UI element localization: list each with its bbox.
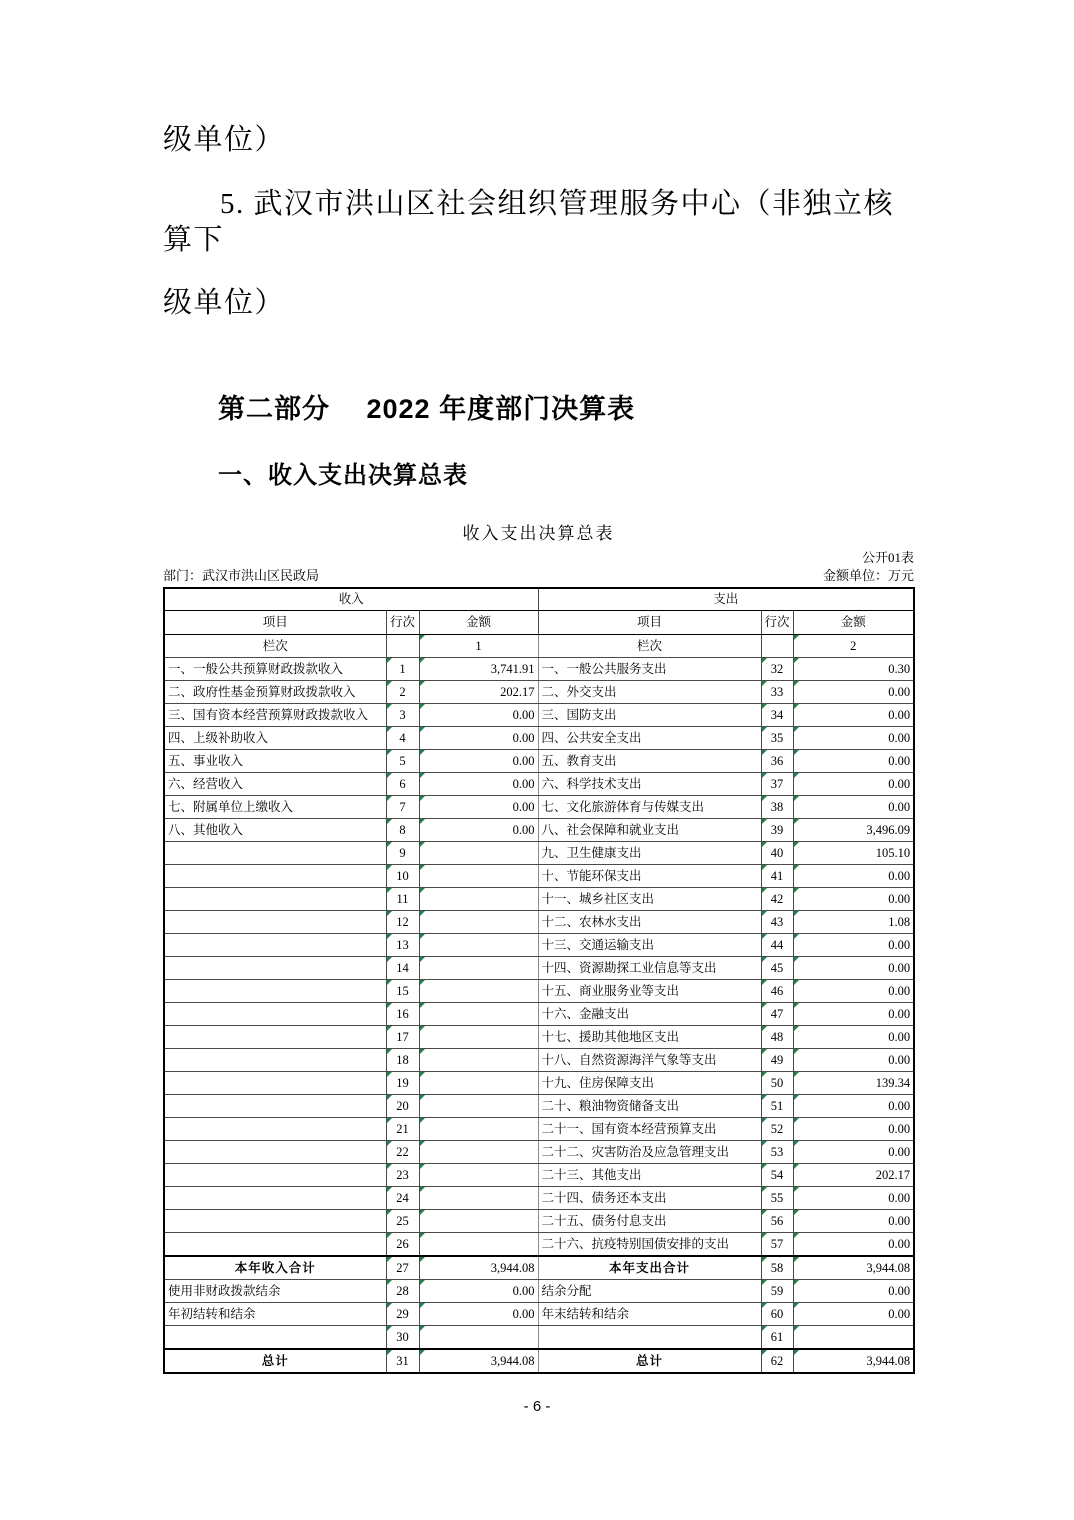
income-item-cell <box>164 1210 386 1233</box>
income-line-cell: 23 <box>386 1164 419 1187</box>
expense-item-cell: 年末结转和结余 <box>538 1303 761 1326</box>
table-meta-row <box>163 567 914 584</box>
income-line-cell: 31 <box>386 1349 419 1373</box>
table-row <box>164 1118 914 1141</box>
income-item-cell: 五、事业收入 <box>164 750 386 773</box>
decision-table-body <box>164 635 914 1374</box>
income-line-cell: 7 <box>386 796 419 819</box>
expense-item-cell: 总计 <box>538 1349 761 1373</box>
expense-amount-cell: 105.10 <box>793 842 914 865</box>
expense-line-cell: 54 <box>761 1164 793 1187</box>
expense-item-cell: 八、社会保障和就业支出 <box>538 819 761 842</box>
table-row <box>164 796 914 819</box>
income-item-cell: 年初结转和结余 <box>164 1303 386 1326</box>
expense-line-cell: 57 <box>761 1233 793 1257</box>
income-line-cell: 15 <box>386 980 419 1003</box>
income-item-cell <box>164 1326 386 1350</box>
income-line-cell: 5 <box>386 750 419 773</box>
table-row <box>164 750 914 773</box>
expense-line-cell: 42 <box>761 888 793 911</box>
table-row <box>164 1003 914 1026</box>
expense-item-cell: 九、卫生健康支出 <box>538 842 761 865</box>
income-line-cell: 13 <box>386 934 419 957</box>
expense-line-cell: 40 <box>761 842 793 865</box>
intro-paragraphs <box>163 122 914 321</box>
income-line-cell: 10 <box>386 865 419 888</box>
expense-line-cell: 55 <box>761 1187 793 1210</box>
expense-amount-cell: 0.00 <box>793 750 914 773</box>
income-line-cell: 30 <box>386 1326 419 1350</box>
table-row <box>164 1164 914 1187</box>
expense-line-cell: 32 <box>761 658 793 681</box>
expense-item-cell: 五、教育支出 <box>538 750 761 773</box>
income-amount-cell <box>419 842 538 865</box>
income-line-cell: 16 <box>386 1003 419 1026</box>
income-line-cell: 8 <box>386 819 419 842</box>
income-line-cell: 25 <box>386 1210 419 1233</box>
expense-item-cell: 十、节能环保支出 <box>538 865 761 888</box>
income-amount-cell <box>419 934 538 957</box>
income-amount-cell <box>419 1003 538 1026</box>
income-item-cell: 七、附属单位上缴收入 <box>164 796 386 819</box>
expense-amount-cell: 3,496.09 <box>793 819 914 842</box>
subsection-title: 一、收入支出决算总表 <box>218 462 468 489</box>
income-amount-cell <box>419 1164 538 1187</box>
income-line-cell: 3 <box>386 704 419 727</box>
income-item-cell: 六、经营收入 <box>164 773 386 796</box>
expense-amount-cell: 0.00 <box>793 773 914 796</box>
expense-line-cell: 61 <box>761 1326 793 1350</box>
income-line-cell: 14 <box>386 957 419 980</box>
income-amount-cell <box>419 1233 538 1257</box>
income-item-cell: 本年收入合计 <box>164 1256 386 1280</box>
expense-amount-cell: 0.00 <box>793 1003 914 1026</box>
income-item-cell <box>164 911 386 934</box>
income-amount-cell: 0.00 <box>419 819 538 842</box>
expense-amount-cell: 0.00 <box>793 1118 914 1141</box>
expense-item-cell: 二、外交支出 <box>538 681 761 704</box>
expense-amount-cell: 0.00 <box>793 1049 914 1072</box>
income-item-cell: 四、上级补助收入 <box>164 727 386 750</box>
expense-line-cell: 62 <box>761 1349 793 1373</box>
expense-item-cell: 六、科学技术支出 <box>538 773 761 796</box>
expense-line-cell: 34 <box>761 704 793 727</box>
intro-line: 级单位） <box>163 287 286 319</box>
table-row <box>164 888 914 911</box>
income-line-cell: 12 <box>386 911 419 934</box>
expense-amount-cell: 1.08 <box>793 911 914 934</box>
expense-amount-cell: 0.00 <box>793 1141 914 1164</box>
income-amount-cell <box>419 1049 538 1072</box>
income-amount-cell <box>419 1326 538 1350</box>
expense-line-cell: 51 <box>761 1095 793 1118</box>
income-item-cell <box>164 1233 386 1257</box>
income-amount-cell <box>419 1026 538 1049</box>
expense-item-cell: 四、公共安全支出 <box>538 727 761 750</box>
expense-amount-cell: 0.00 <box>793 957 914 980</box>
expense-amount-cell: 0.00 <box>793 681 914 704</box>
expense-item-cell: 三、国防支出 <box>538 704 761 727</box>
expense-line-cell: 53 <box>761 1141 793 1164</box>
expense-line-cell: 50 <box>761 1072 793 1095</box>
expense-item-cell: 十七、援助其他地区支出 <box>538 1026 761 1049</box>
document-page <box>163 0 914 1374</box>
column-index-row <box>164 635 914 658</box>
expense-line-cell: 35 <box>761 727 793 750</box>
table-row <box>164 934 914 957</box>
income-item-cell <box>164 957 386 980</box>
income-item-cell: 使用非财政拨款结余 <box>164 1280 386 1303</box>
table-row <box>164 865 914 888</box>
income-line-cell: 2 <box>386 681 419 704</box>
income-amount-cell: 0.00 <box>419 796 538 819</box>
income-amount-cell <box>419 1072 538 1095</box>
expense-item-cell: 二十、粮油物资储备支出 <box>538 1095 761 1118</box>
expense-amount-cell: 0.00 <box>793 1026 914 1049</box>
table-row <box>164 1326 914 1350</box>
expense-group-header: 支出 <box>538 588 914 611</box>
table-title: 收入支出决算总表 <box>462 524 615 543</box>
income-item-cell <box>164 1095 386 1118</box>
expense-item-cell: 一、一般公共服务支出 <box>538 658 761 681</box>
budget-summary-table <box>163 587 915 1374</box>
income-line-cell: 26 <box>386 1233 419 1257</box>
expense-item-cell: 十六、金融支出 <box>538 1003 761 1026</box>
expense-amount-cell <box>793 1326 914 1350</box>
expense-item-cell: 本年支出合计 <box>538 1256 761 1280</box>
income-amount-cell <box>419 1187 538 1210</box>
table-row <box>164 911 914 934</box>
income-line-cell: 24 <box>386 1187 419 1210</box>
intro-line: 5. 武汉市洪山区社会组织管理服务中心（非独立核算下 <box>163 188 895 256</box>
table-row <box>164 819 914 842</box>
income-item-cell <box>164 842 386 865</box>
income-item-cell <box>164 980 386 1003</box>
expense-amount-cell: 0.00 <box>793 727 914 750</box>
expense-item-cell: 二十六、抗疫特别国债安排的支出 <box>538 1233 761 1257</box>
page-number: - 6 - <box>523 1398 551 1415</box>
expense-amount-cell: 0.00 <box>793 1095 914 1118</box>
income-line-cell: 6 <box>386 773 419 796</box>
section-title: 第二部分 2022 年度部门决算表 <box>218 394 636 424</box>
income-amount-cell <box>419 865 538 888</box>
income-amount-cell <box>419 957 538 980</box>
expense-item-cell: 七、文化旅游体育与传媒支出 <box>538 796 761 819</box>
expense-line-cell: 37 <box>761 773 793 796</box>
table-row <box>164 727 914 750</box>
income-item-cell <box>164 1049 386 1072</box>
expense-line-cell: 41 <box>761 865 793 888</box>
income-amount-cell: 0.00 <box>419 773 538 796</box>
unit-label: 金额单位：万元 <box>822 568 914 583</box>
table-row <box>164 1233 914 1257</box>
expense-amount-cell: 3,944.08 <box>793 1256 914 1280</box>
income-line-cell: 1 <box>386 658 419 681</box>
income-item-cell: 二、政府性基金预算财政拨款收入 <box>164 681 386 704</box>
expense-item-cell: 十八、自然资源海洋气象等支出 <box>538 1049 761 1072</box>
expense-item-cell: 十二、农林水支出 <box>538 911 761 934</box>
income-line-cell: 11 <box>386 888 419 911</box>
income-amount-cell <box>419 980 538 1003</box>
table-row <box>164 1303 914 1326</box>
expense-amount-header: 金额 <box>793 611 914 635</box>
income-amount-cell <box>419 911 538 934</box>
income-item-cell <box>164 1118 386 1141</box>
expense-line-cell: 49 <box>761 1049 793 1072</box>
expense-item-cell <box>538 1326 761 1350</box>
income-amount-cell: 3,741.91 <box>419 658 538 681</box>
income-amount-cell <box>419 1095 538 1118</box>
expense-line-cell: 59 <box>761 1280 793 1303</box>
income-amount-cell: 0.00 <box>419 727 538 750</box>
income-item-cell: 三、国有资本经营预算财政拨款收入 <box>164 704 386 727</box>
income-item-cell <box>164 1141 386 1164</box>
income-amount-cell: 3,944.08 <box>419 1349 538 1373</box>
expense-amount-cell: 202.17 <box>793 1164 914 1187</box>
expense-item-cell: 二十三、其他支出 <box>538 1164 761 1187</box>
expense-amount-cell: 0.00 <box>793 865 914 888</box>
table-row <box>164 1210 914 1233</box>
expense-item-cell: 二十四、债务还本支出 <box>538 1187 761 1210</box>
department-label: 部门：武汉市洪山区民政局 <box>163 568 320 583</box>
income-line-cell: 20 <box>386 1095 419 1118</box>
expense-colindex-value-cell: 2 <box>793 635 914 658</box>
expense-amount-cell: 0.00 <box>793 704 914 727</box>
expense-line-cell: 33 <box>761 681 793 704</box>
table-row <box>164 1187 914 1210</box>
table-row <box>164 1256 914 1280</box>
table-row <box>164 1072 914 1095</box>
table-row <box>164 1141 914 1164</box>
income-item-cell <box>164 888 386 911</box>
expense-amount-cell: 0.00 <box>793 1233 914 1257</box>
expense-item-cell: 十四、资源勘探工业信息等支出 <box>538 957 761 980</box>
expense-item-cell: 十五、商业服务业等支出 <box>538 980 761 1003</box>
expense-line-cell: 38 <box>761 796 793 819</box>
expense-item-cell: 十一、城乡社区支出 <box>538 888 761 911</box>
expense-amount-cell: 3,944.08 <box>793 1349 914 1373</box>
expense-item-cell: 十九、住房保障支出 <box>538 1072 761 1095</box>
income-item-cell: 总计 <box>164 1349 386 1373</box>
expense-amount-cell: 0.00 <box>793 1303 914 1326</box>
expense-amount-cell: 0.30 <box>793 658 914 681</box>
expense-line-cell: 39 <box>761 819 793 842</box>
income-line-cell: 22 <box>386 1141 419 1164</box>
expense-amount-cell: 0.00 <box>793 888 914 911</box>
income-amount-header: 金额 <box>419 611 538 635</box>
income-item-cell <box>164 1164 386 1187</box>
income-amount-cell <box>419 1118 538 1141</box>
income-amount-cell: 0.00 <box>419 1280 538 1303</box>
expense-line-cell: 46 <box>761 980 793 1003</box>
income-line-cell: 4 <box>386 727 419 750</box>
table-row <box>164 1026 914 1049</box>
income-amount-cell <box>419 1210 538 1233</box>
expense-amount-cell: 0.00 <box>793 934 914 957</box>
expense-line-cell: 56 <box>761 1210 793 1233</box>
table-row <box>164 957 914 980</box>
expense-line-cell: 44 <box>761 934 793 957</box>
expense-line-cell: 48 <box>761 1026 793 1049</box>
income-amount-cell: 0.00 <box>419 750 538 773</box>
expense-amount-cell: 0.00 <box>793 1280 914 1303</box>
income-item-cell: 一、一般公共预算财政拨款收入 <box>164 658 386 681</box>
expense-colindex-label-cell: 栏次 <box>538 635 761 658</box>
income-line-cell: 17 <box>386 1026 419 1049</box>
expense-amount-cell: 0.00 <box>793 1210 914 1233</box>
income-item-cell <box>164 1072 386 1095</box>
expense-item-cell: 二十一、国有资本经营预算支出 <box>538 1118 761 1141</box>
expense-item-cell: 结余分配 <box>538 1280 761 1303</box>
table-row <box>164 704 914 727</box>
expense-line-cell: 43 <box>761 911 793 934</box>
income-amount-cell: 0.00 <box>419 704 538 727</box>
table-row <box>164 1349 914 1373</box>
expense-line-cell: 36 <box>761 750 793 773</box>
income-item-cell: 八、其他收入 <box>164 819 386 842</box>
income-colindex-label-cell: 栏次 <box>164 635 386 658</box>
income-item-cell <box>164 1187 386 1210</box>
income-item-cell <box>164 1026 386 1049</box>
income-amount-cell: 0.00 <box>419 1303 538 1326</box>
income-line-cell: 28 <box>386 1280 419 1303</box>
expense-item-header: 项目 <box>538 611 761 635</box>
expense-amount-cell: 0.00 <box>793 1187 914 1210</box>
income-item-cell <box>164 1003 386 1026</box>
expense-line-cell: 45 <box>761 957 793 980</box>
income-colindex-value-cell: 1 <box>419 635 538 658</box>
income-item-cell <box>164 865 386 888</box>
table-row <box>164 658 914 681</box>
table-row <box>164 1095 914 1118</box>
table-row <box>164 980 914 1003</box>
income-item-header: 项目 <box>164 611 386 635</box>
expense-amount-cell: 139.34 <box>793 1072 914 1095</box>
income-line-cell: 29 <box>386 1303 419 1326</box>
expense-item-cell: 二十五、债务付息支出 <box>538 1210 761 1233</box>
expense-line-header: 行次 <box>761 611 793 635</box>
income-group-header: 收入 <box>164 588 538 611</box>
expense-amount-cell: 0.00 <box>793 796 914 819</box>
income-amount-cell: 202.17 <box>419 681 538 704</box>
income-line-cell: 18 <box>386 1049 419 1072</box>
intro-line: 级单位） <box>163 124 286 156</box>
expense-line-cell: 58 <box>761 1256 793 1280</box>
expense-item-cell: 十三、交通运输支出 <box>538 934 761 957</box>
expense-line-cell: 52 <box>761 1118 793 1141</box>
table-row <box>164 773 914 796</box>
income-line-cell: 21 <box>386 1118 419 1141</box>
table-column-header-row <box>164 611 914 635</box>
income-colindex-line-cell <box>386 635 419 658</box>
income-line-cell: 27 <box>386 1256 419 1280</box>
table-row-group-header <box>164 588 914 611</box>
income-line-cell: 9 <box>386 842 419 865</box>
sheet-label: 公开01表 <box>861 550 914 565</box>
table-row <box>164 681 914 704</box>
expense-line-cell: 60 <box>761 1303 793 1326</box>
income-line-header: 行次 <box>386 611 419 635</box>
income-amount-cell <box>419 888 538 911</box>
income-item-cell <box>164 934 386 957</box>
table-row <box>164 1049 914 1072</box>
expense-amount-cell: 0.00 <box>793 980 914 1003</box>
expense-line-cell: 47 <box>761 1003 793 1026</box>
income-line-cell: 19 <box>386 1072 419 1095</box>
income-amount-cell: 3,944.08 <box>419 1256 538 1280</box>
income-amount-cell <box>419 1141 538 1164</box>
expense-colindex-line-cell <box>761 635 793 658</box>
table-row <box>164 842 914 865</box>
expense-item-cell: 二十二、灾害防治及应急管理支出 <box>538 1141 761 1164</box>
table-row <box>164 1280 914 1303</box>
